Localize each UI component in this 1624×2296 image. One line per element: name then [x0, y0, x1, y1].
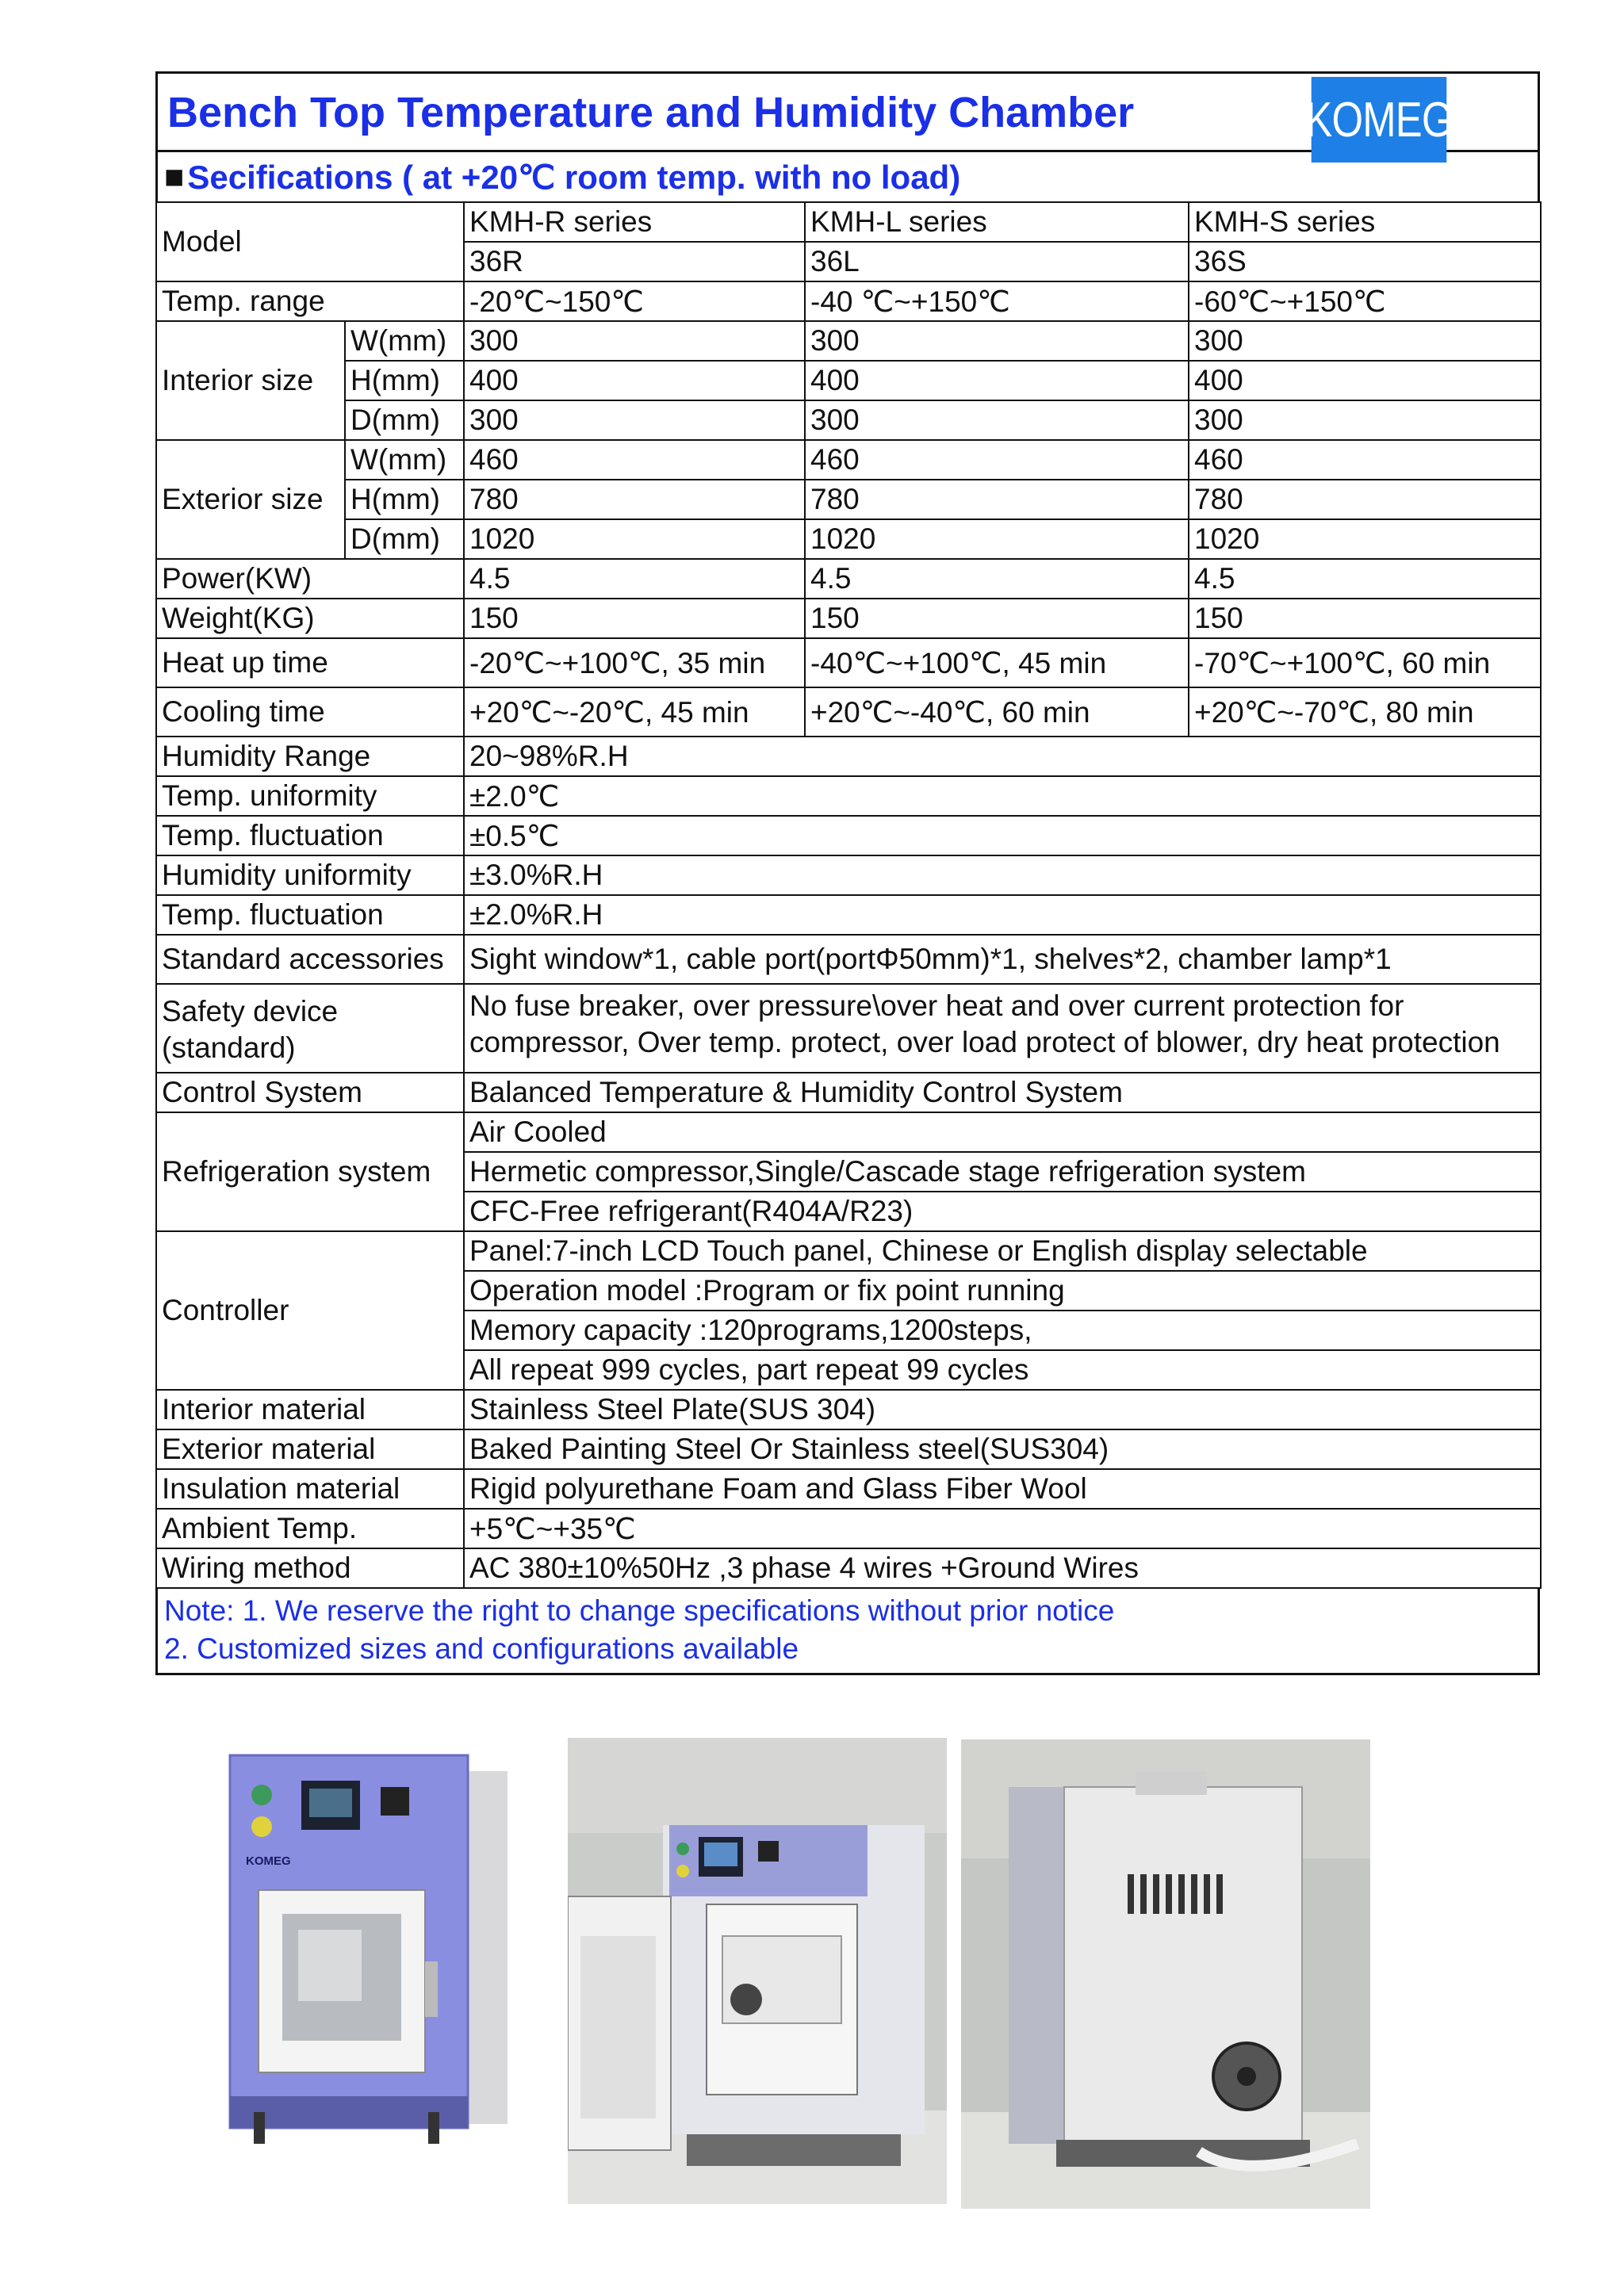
material-label: Insulation material: [156, 1469, 464, 1509]
material-label: Exterior material: [156, 1429, 464, 1469]
refrigeration-label: Refrigeration system: [156, 1112, 464, 1231]
table-row: [156, 559, 1541, 599]
dim-label: H(mm): [345, 480, 464, 519]
spec-value: ±3.0%R.H: [464, 855, 1541, 895]
cooling-label: Cooling time: [156, 687, 464, 737]
table-cell: -60℃~+150℃: [1189, 281, 1541, 321]
power-label: Power(KW): [156, 559, 464, 599]
spec-label: Humidity Range: [156, 737, 464, 776]
model-code-r: 36R: [464, 242, 805, 281]
wiring-value: AC 380±10%50Hz ,3 phase 4 wires +Ground Wires: [464, 1548, 1541, 1588]
product-photos: [0, 1727, 1624, 2250]
table-cell: 300: [464, 321, 805, 361]
table-row: [156, 321, 1541, 361]
series-l: KMH-L series: [805, 202, 1189, 242]
table-row: [156, 440, 1541, 480]
spec-value: ±2.0%R.H: [464, 895, 1541, 935]
refrigeration-value: Hermetic compressor,Single/Cascade stage refrigeration system: [464, 1152, 1541, 1192]
table-cell: 460: [1189, 440, 1541, 480]
controller-value: Panel:7-inch LCD Touch panel, Chinese or English display selectable: [464, 1231, 1541, 1271]
table-cell: +20℃~-70℃, 80 min: [1189, 687, 1541, 737]
chamber-open-illustration: [568, 1738, 947, 2204]
table-cell: -40 ℃~+150℃: [805, 281, 1189, 321]
dim-label: D(mm): [345, 519, 464, 559]
material-value: Stainless Steel Plate(SUS 304): [464, 1390, 1541, 1429]
controller-value: Operation model :Program or fix point running: [464, 1271, 1541, 1311]
table-cell: -70℃~+100℃, 60 min: [1189, 638, 1541, 687]
chamber-open-photo: [568, 1738, 947, 2204]
table-cell: 460: [464, 440, 805, 480]
table-row: [156, 1509, 1541, 1548]
table-row: [156, 816, 1541, 855]
table-cell: 4.5: [805, 559, 1189, 599]
table-row: [156, 400, 1541, 440]
table-row: [156, 599, 1541, 638]
table-cell: 150: [805, 599, 1189, 638]
heat-up-label: Heat up time: [156, 638, 464, 687]
table-cell: +20℃~-40℃, 60 min: [805, 687, 1189, 737]
chamber-rear-illustration: [961, 1739, 1370, 2209]
table-row: [156, 984, 1541, 1073]
control-system-label: Control System: [156, 1073, 464, 1112]
notes-block: [155, 1589, 1540, 1675]
table-cell: 150: [464, 599, 805, 638]
table-cell: 460: [805, 440, 1189, 480]
table-cell: 780: [805, 480, 1189, 519]
spec-label: Temp. fluctuation: [156, 816, 464, 855]
table-cell: 300: [1189, 321, 1541, 361]
series-r: KMH-R series: [464, 202, 805, 242]
table-cell: -40℃~+100℃, 45 min: [805, 638, 1189, 687]
spec-value: ±2.0℃: [464, 776, 1541, 816]
table-cell: -20℃~150℃: [464, 281, 805, 321]
table-row: [156, 361, 1541, 400]
table-cell: 1020: [464, 519, 805, 559]
material-value: Baked Painting Steel Or Stainless steel(SUS304): [464, 1429, 1541, 1469]
table-cell: 300: [805, 400, 1189, 440]
dim-label: W(mm): [345, 440, 464, 480]
controller-label: Controller: [156, 1231, 464, 1390]
table-cell: 4.5: [1189, 559, 1541, 599]
control-system-value: Balanced Temperature & Humidity Control System: [464, 1073, 1541, 1112]
spec-value: ±0.5℃: [464, 816, 1541, 855]
wiring-label: Wiring method: [156, 1548, 464, 1588]
accessories-value: Sight window*1, cable port(portΦ50mm)*1, shelves*2, chamber lamp*1: [464, 935, 1541, 984]
table-cell: 300: [464, 400, 805, 440]
chamber-rear-photo: [961, 1739, 1370, 2209]
table-row: [156, 1073, 1541, 1112]
komeg-logo: KOMEG: [1312, 77, 1447, 163]
chamber-front-illustration: [222, 1747, 547, 2191]
exterior-size-label: Exterior size: [156, 440, 345, 559]
table-row: [156, 480, 1541, 519]
spec-label: Humidity uniformity: [156, 855, 464, 895]
table-row: [156, 638, 1541, 687]
table-cell: 1020: [805, 519, 1189, 559]
refrigeration-value: CFC-Free refrigerant(R404A/R23): [464, 1192, 1541, 1231]
subtitle: Secifications ( at +20℃ room temp. with no load): [187, 158, 961, 196]
table-cell: 300: [1189, 400, 1541, 440]
table-cell: 400: [805, 361, 1189, 400]
title-row: [155, 71, 1540, 150]
table-row: [156, 1231, 1541, 1271]
note-line: Note: 1. We reserve the right to change specifications without prior notice: [164, 1594, 1115, 1627]
table-row: [156, 855, 1541, 895]
dim-label: D(mm): [345, 400, 464, 440]
table-row: [156, 737, 1541, 776]
table-row: [156, 202, 1541, 242]
table-cell: 400: [464, 361, 805, 400]
table-row: [156, 776, 1541, 816]
material-value: Rigid polyurethane Foam and Glass Fiber Wool: [464, 1469, 1541, 1509]
table-cell: +20℃~-20℃, 45 min: [464, 687, 805, 737]
table-cell: 300: [805, 321, 1189, 361]
spec-value: 20~98%R.H: [464, 737, 1541, 776]
square-bullet-icon: ■: [164, 158, 185, 195]
safety-label: Safety device (standard): [156, 984, 464, 1073]
table-row: [156, 1469, 1541, 1509]
table-row: [156, 935, 1541, 984]
chamber-front-photo: [222, 1747, 547, 2191]
spec-sheet: [155, 71, 1540, 1675]
table-row: [156, 895, 1541, 935]
note-line: 2. Customized sizes and configurations available: [164, 1632, 799, 1665]
series-s: KMH-S series: [1189, 202, 1541, 242]
controller-value: All repeat 999 cycles, part repeat 99 cycles: [464, 1350, 1541, 1390]
temp-range-label: Temp. range: [156, 281, 464, 321]
table-row: [156, 1548, 1541, 1588]
dim-label: W(mm): [345, 321, 464, 361]
table-row: [156, 687, 1541, 737]
photo-brand-label: KOMEG: [246, 1854, 291, 1868]
spec-table: [155, 201, 1542, 1589]
spec-label: Temp. fluctuation: [156, 895, 464, 935]
safety-value: [464, 984, 1541, 1073]
weight-label: Weight(KG): [156, 599, 464, 638]
model-code-l: 36L: [805, 242, 1189, 281]
page-title: Bench Top Temperature and Humidity Chamber: [167, 89, 1135, 136]
controller-value: Memory capacity :120programs,1200steps,: [464, 1311, 1541, 1350]
table-cell: 780: [1189, 480, 1541, 519]
table-cell: 150: [1189, 599, 1541, 638]
table-row: [156, 1429, 1541, 1469]
table-cell: 780: [464, 480, 805, 519]
table-cell: -20℃~+100℃, 35 min: [464, 638, 805, 687]
model-code-s: 36S: [1189, 242, 1541, 281]
table-row: [156, 281, 1541, 321]
ambient-value: +5℃~+35℃: [464, 1509, 1541, 1548]
table-cell: 4.5: [464, 559, 805, 599]
material-label: Interior material: [156, 1390, 464, 1429]
table-cell: 400: [1189, 361, 1541, 400]
dim-label: H(mm): [345, 361, 464, 400]
table-row: [156, 1390, 1541, 1429]
table-row: [156, 1112, 1541, 1152]
spec-label: Temp. uniformity: [156, 776, 464, 816]
table-cell: 1020: [1189, 519, 1541, 559]
model-label: Model: [156, 202, 464, 281]
interior-size-label: Interior size: [156, 321, 345, 440]
accessories-label: Standard accessories: [156, 935, 464, 984]
refrigeration-value: Air Cooled: [464, 1112, 1541, 1152]
ambient-label: Ambient Temp.: [156, 1509, 464, 1548]
safety-text: No fuse breaker, over pressure\over heat and over current protection for compressor, Over temp. protect, over load protect of blower, dry heat protection: [469, 989, 1500, 1058]
table-row: [156, 519, 1541, 559]
